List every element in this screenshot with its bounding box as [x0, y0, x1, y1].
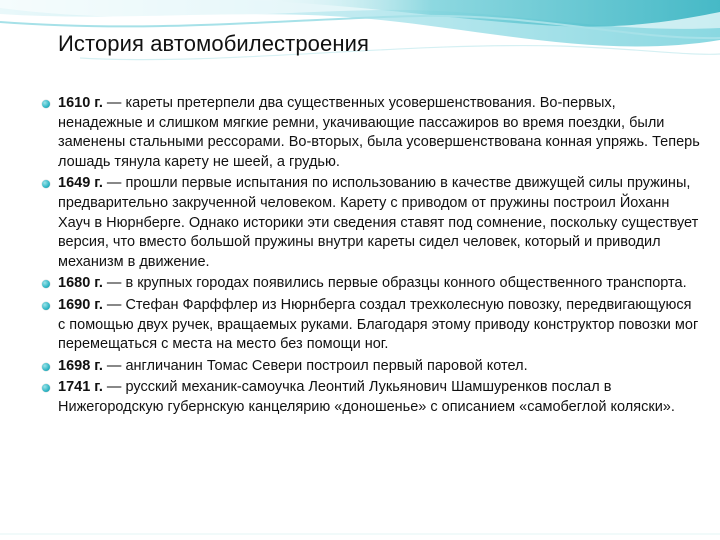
item-text: — англичанин Томас Севери построил первый паровой котел. [102, 357, 528, 374]
year-label: 1610 г. [58, 95, 103, 111]
event-list [40, 94, 700, 420]
year-label: 1690 г. [58, 296, 103, 313]
year-label: 1649 г. [58, 175, 103, 192]
item-text: — кареты претерпели два существенных усовершенствования. Во-первых, ненадежные и слишком мягкие ремни, укачивающие пассажиров во время поездки, были заменены стальными рессорами. Во-вторых, была усовершенствована конная упряжь. Теперь лошадь тянула карету не шеей, а грудью. [58, 95, 700, 170]
footer-divider [0, 528, 720, 540]
bullet-icon [42, 384, 50, 392]
year-label: 1698 г. [58, 357, 103, 374]
slide-title: История автомобилестроения [58, 31, 369, 56]
list-item [40, 274, 700, 294]
item-text: — Стефан Фарффлер из Нюрнберга создал трехколесную повозку, передвигающуюся с помощью двух ручек, вращаемых руками. Благодаря этому приводу конструктор повозки мог перемещаться с места на место без помощи ног. [58, 296, 699, 353]
item-text: — русский механик-самоучка Леонтий Лукьянович Шамшуренков послал в Нижегородскую губернскую канцелярию «доношенье» с описанием «самобеглой коляски». [58, 379, 675, 415]
list-item [40, 296, 700, 355]
list-item [40, 378, 700, 417]
bullet-icon [42, 100, 50, 108]
year-label: 1741 г. [58, 379, 103, 396]
bullet-icon [42, 280, 50, 288]
bullet-icon [42, 180, 50, 188]
bullet-icon [42, 302, 50, 310]
bullet-icon [42, 363, 50, 371]
list-item [40, 357, 700, 377]
item-text: — в крупных городах появились первые образцы конного общественного транспорта. [102, 275, 687, 292]
year-label: 1680 г. [58, 275, 103, 292]
list-item [40, 94, 700, 172]
item-text: — прошли первые испытания по использованию в качестве движущей силы пружины, предварительно закрученной человеком. Карету с приводом от пружины построил Йоханн Хауч в Нюрнберге. Однако историки эти сведения ставят под сомнение, поскольку существует версия, что вместо большой пружины внутри кареты сидел человек, который и приводил механизм в движение. [58, 175, 699, 270]
list-item [40, 174, 700, 272]
